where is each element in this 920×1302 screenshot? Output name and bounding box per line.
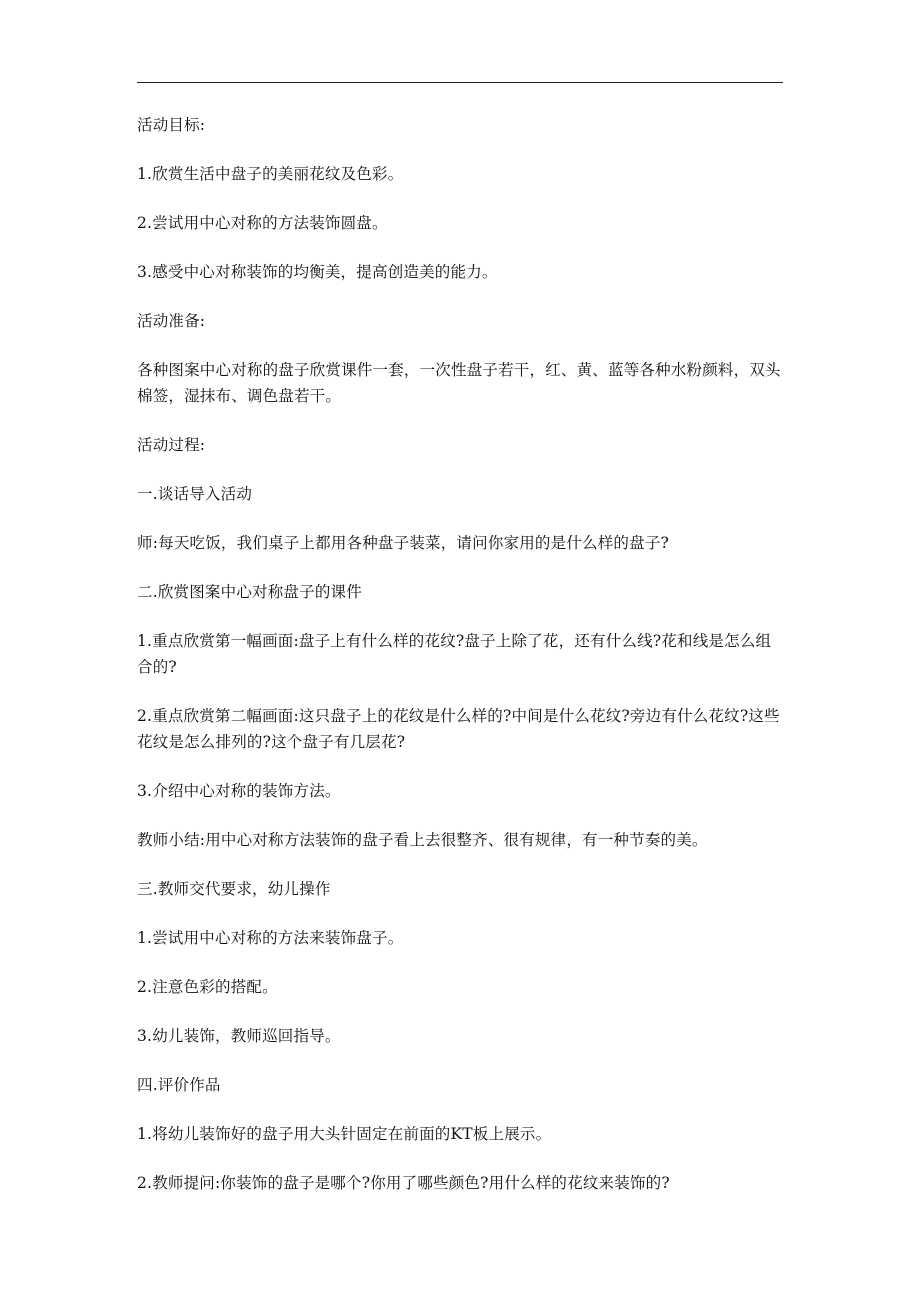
section-heading: 一.谈话导入活动 — [137, 485, 253, 503]
paragraph: 3.幼儿装饰，教师巡回指导。 — [137, 1027, 341, 1045]
heading-preparation: 活动准备: — [137, 312, 206, 330]
paragraph: 1.尝试用中心对称的方法来装饰盘子。 — [137, 929, 404, 947]
paragraph: 2.教师提问:你装饰的盘子是哪个?你用了哪些颜色?用什么样的花纹来装饰的? — [137, 1174, 670, 1192]
paragraph: 1.重点欣赏第一幅画面:盘子上有什么样的花纹?盘子上除了花，还有什么线?花和线是怎么组合的? — [137, 632, 772, 676]
heading-process: 活动过程: — [137, 436, 206, 454]
header-rule — [137, 82, 783, 83]
section-heading: 四.评价作品 — [137, 1076, 221, 1094]
section-heading: 二.欣赏图案中心对称盘子的课件 — [137, 583, 362, 601]
objective-item: 2.尝试用中心对称的方法装饰圆盘。 — [137, 214, 388, 232]
objective-item: 3.感受中心对称装饰的均衡美，提高创造美的能力。 — [137, 263, 498, 281]
section-heading: 三.教师交代要求，幼儿操作 — [137, 880, 331, 898]
paragraph: 2.重点欣赏第二幅画面:这只盘子上的花纹是什么样的?中间是什么花纹?旁边有什么花纹?这些花纹是怎么排列的?这个盘子有几层花? — [137, 707, 780, 751]
paragraph: 教师小结:用中心对称方法装饰的盘子看上去很整齐、很有规律，有一种节奏的美。 — [137, 831, 708, 849]
objective-item: 1.欣赏生活中盘子的美丽花纹及色彩。 — [137, 165, 404, 183]
heading-objectives: 活动目标: — [137, 116, 206, 134]
paragraph: 3.介绍中心对称的装饰方法。 — [137, 782, 341, 800]
paragraph: 2.注意色彩的搭配。 — [137, 978, 278, 996]
document-body — [137, 112, 785, 1219]
preparation-text: 各种图案中心对称的盘子欣赏课件一套，一次性盘子若干，红、黄、蓝等各种水粉颜料，双头棉签，湿抹布、调色盘若干。 — [137, 361, 781, 405]
paragraph: 1.将幼儿装饰好的盘子用大头针固定在前面的KT板上展示。 — [137, 1125, 552, 1143]
paragraph: 师:每天吃饭，我们桌子上都用各种盘子装菜，请问你家用的是什么样的盘子? — [137, 534, 670, 552]
